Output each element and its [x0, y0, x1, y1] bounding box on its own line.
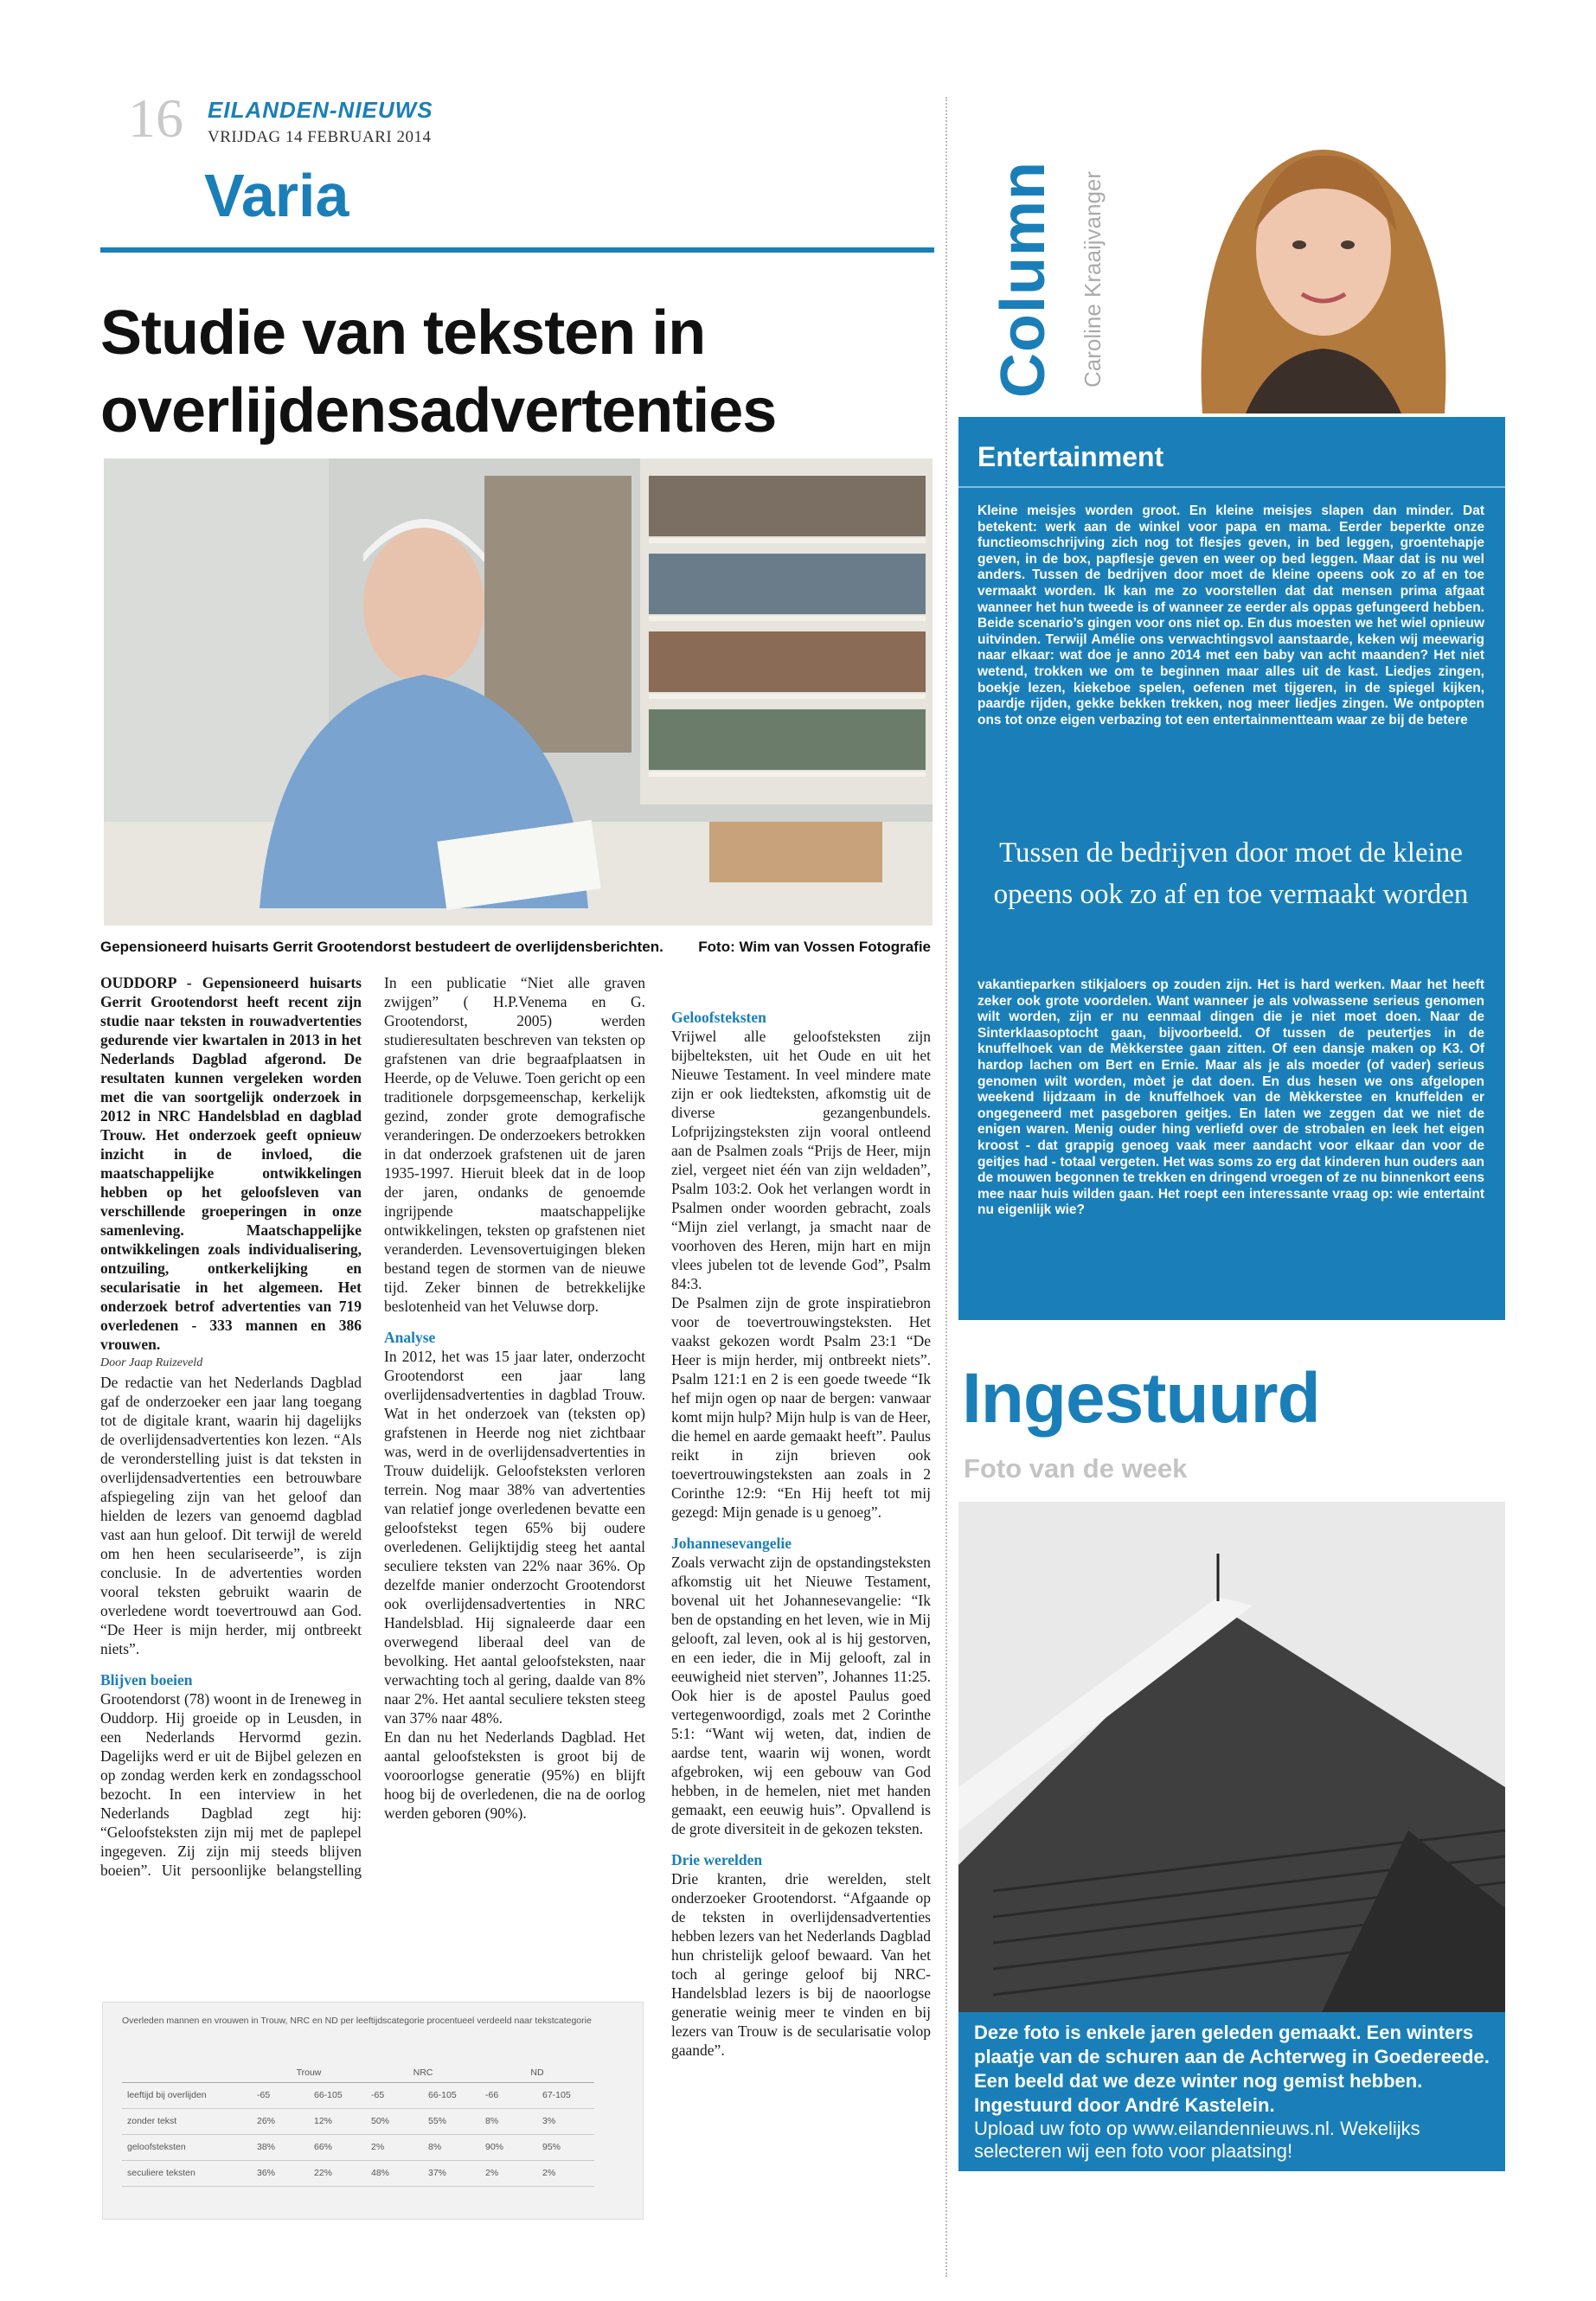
- column-text-part-1: Kleine meisjes worden groot. En kleine meisjes slapen dan minder. Dat betekent: werk aan de winkel voor papa en mama. Eerder beperkte onze functieomschrijving zich nog tot flesjes geven, in bed leggen, groentehapje geven, in de box, papflesje geven en weer op bed leggen. Maar dat is nu wel anders. Tussen de bedrijven door moet de kleine opeens ook zo af en toe vermaakt worden. Ik kan me zo voorstellen dat dat mensen prima afgaat wanneer het hun tweede is of wanneer ze eerder als oppas gefungeerd hebben. Beide scenario’s gingen voor ons niet op. En dus moesten we het wiel opnieuw uitvinden. Terwijl Amélie ons verwachtingsvol aanstaarde, keken wij meewarig naar elkaar: wat doe je anno 2014 met een baby van acht maanden? Het niet wetend, trokken we om te beginnen maar alles uit de kast. Liedjes zingen, boekje lezen, kiekeboe spelen, oefenen met tijgeren, in de spiegel kijken, paardje rijden, gekke bekken trekken, nog meer liedjes zingen. We ontpopten ons tot onze eigen verbazing tot een entertainmentteam waar ze bij de betere: [977, 503, 1484, 727]
- article-headline: [100, 294, 922, 450]
- article-column-1: [100, 973, 362, 1881]
- byline: Door Jaap Ruizeveld: [100, 1356, 203, 1369]
- main-photo: [104, 458, 933, 926]
- subheading: Johannesevangelie: [671, 1535, 792, 1552]
- table-cell: 38%: [252, 2134, 309, 2160]
- row-label: geloofsteksten: [122, 2134, 252, 2160]
- photo-caption-box: [958, 2012, 1505, 2171]
- row-label: zonder tekst: [122, 2108, 252, 2134]
- table-cell: 67-105: [537, 2082, 594, 2108]
- column-text-part-2: vakantieparken stikjaloers op zouden zijn. Het is hard werken. Maar het heeft zeker ook grote voordelen. Want wanneer je als volwassene serieus genomen wilt worden, zijn er nu eenmaal dingen die je niet moet doen. Naar de Sinterklaasoptocht gaan, bijvoorbeeld. Of tussen de peutertjes in de knuffelhoek van de Mèkkerstee gaan zitten. Of een dansje maken op K3. Of hardop lachen om Bert en Ernie. Maar als je als moeder (of vader) serieus genomen wilt worden, mòet je dat doen. En dus hesen we ons afgelopen weekend lijdzaam in de knuffelhoek van de Mèkkerstee en knuffelden er ongegeneerd met pasgeboren geitjes. En laten we zeggen dat we niet de enigen waren. Menig ouder hing verliefd over de strobalen en leek het eigen kroost - dat grappig genoeg vaak meer aandacht voor elkaar dan voor de geitjes had - totaal vergeten. Het was soms zo erg dat kinderen hun ouders aan de mouwen begonnen te trekken en dringend vroegen of ze nu binnenkort eens mee naar huis wilden gaan. Het roept een interessante vraag op: wie entertaint nu eigenlijk wie?: [977, 977, 1484, 1218]
- column-title-rule: [958, 486, 1505, 488]
- table-cell: 90%: [480, 2134, 537, 2160]
- submitted-subtitle: Foto van de week: [964, 1453, 1188, 1484]
- table-cell: 37%: [423, 2160, 480, 2186]
- masthead-logo: EILANDEN-NIEUWS: [208, 97, 433, 123]
- table-row: [122, 2108, 594, 2134]
- lead-text: - Gepensioneerd huisarts Gerrit Grootendorst heeft recent zijn studie naar teksten in rouwadvertenties gedurende vier kwartalen in 2013 in het Nederlands Dagblad afgerond. De resultaten kunnen vergeleken worden met die van soortgelijk onderzoek in 2012 in NRC Handelsblad en dagblad Trouw. Het onderzoek geeft opnieuw inzicht in de invloed, die maatschappelijke ontwikkelingen hebben op het geloofsleven van verschillende groeperingen in onze samenleving. Maatschappelijke ontwikkelingen zoals individualisering, ontzuiling, ontkerkelijking en secularisatie in het algemeen. Het onderzoek betrof advertenties van 719 overledenen - 333 mannen en 386 vrouwen.: [100, 974, 362, 1353]
- table-row: [122, 2160, 594, 2186]
- table-cell: 2%: [537, 2160, 594, 2186]
- table-cell: 8%: [480, 2108, 537, 2134]
- column-label: Column: [989, 161, 1058, 398]
- column-box: [958, 417, 1505, 1320]
- section-rule: [100, 247, 934, 253]
- page-number: 16: [128, 87, 183, 149]
- table-row: [122, 2134, 594, 2160]
- table-group-header: NRC: [366, 2063, 480, 2082]
- table-cell: 2%: [480, 2160, 537, 2186]
- photo-credit: Foto: Wim van Vossen Fotografie: [698, 939, 931, 955]
- table-cell: -65: [366, 2082, 423, 2108]
- statistics-table-box: [102, 2002, 644, 2220]
- photo-caption-text: Gepensioneerd huisarts Gerrit Grootendorst bestudeert de overlijdensberichten.: [100, 939, 663, 955]
- row-label: leeftijd bij overlijden: [122, 2082, 252, 2108]
- table-cell: 95%: [537, 2134, 594, 2160]
- table-cell: 2%: [366, 2134, 423, 2160]
- subheading: Blijven boeien: [100, 1671, 193, 1689]
- table-group-header: Trouw: [252, 2063, 366, 2082]
- table-cell: 48%: [366, 2160, 423, 2186]
- issue-date: VRIJDAG 14 FEBRUARI 2014: [208, 128, 432, 146]
- paragraph: Vrijwel alle geloofsteksten zijn bijbelteksten, uit het Oude en uit het Nieuwe Testament. In veel mindere mate zijn er ook liedteksten, afkomstig uit de diverse gezangenbundels. Lofprijzingsteksten zijn vooral ontleend aan de Psalmen zoals “Prijs de Heer, mijn ziel, vergeet niet één van zijn weldaden”, Psalm 103:2. Ook het verlangen wordt in Psalmen onder woorden gebracht, zoals “Mijn ziel verlangt, ja smacht naar de voorhoven des Heren, mijn hart en mijn vlees jubelen tot de levende God”, Psalm 84:3.: [671, 1028, 931, 1292]
- table-row: [122, 2082, 594, 2108]
- table-group-header: ND: [480, 2063, 594, 2082]
- column-divider: [945, 97, 947, 2277]
- barn-photo: [958, 1502, 1505, 2012]
- pull-quote: Tussen de bedrijven door moet de kleine opeens ook zo af en toe vermaakt worden: [993, 837, 1469, 910]
- table-cell: 55%: [423, 2108, 480, 2134]
- column-title: Entertainment: [977, 441, 1164, 472]
- paragraph: In 2012, het was 15 jaar later, onderzocht Grootendorst een jaar lang overlijdensadvertenties in dagblad Trouw. Wat in het onderzoek van (teksten op) grafstenen in Heerde nog niet zichtbaar was, werd in de overlijdensadvertenties in Trouw duidelijk. Geloofsteksten verloren terrein. Nog maar 38% van advertenties van relatief jonge overledenen bevatte een geloofstekst tegen 65% bij oudere overledenen. Gelijktijdig steeg het aantal seculiere teksten van 22% naar 36%. Op dezelfde manier onderzocht Grootendorst ook overlijdensadvertenties in NRC Handelsblad. Hij signaleerde daar een overwegend liberaal deel van de bevolking. Het aantal geloofsteksten, naar verwachting toch al gering, daalde van 8% naar 2%. Het aantal seculiere teksten steeg van 37% naar 48%.: [384, 1348, 645, 1727]
- subheading: Drie werelden: [671, 1851, 763, 1868]
- article-lead: [100, 973, 362, 1354]
- table-cell: 8%: [423, 2134, 480, 2160]
- paragraph: Drie kranten, drie werelden, stelt onderzoeker Grootendorst. “Afgaande op de teksten in overlijdensadvertenties hebben lezers van het Nederlands Dagblad hun christelijk geloof bewaard. Van het toch al geringe geloof bij NRC-Handelsblad lezers is bij de naoorlogse generatie weinig meer te vinden en bij lezers van Trouw is de secularisatie volop gaande”.: [671, 1870, 931, 2059]
- table-cell: 36%: [252, 2160, 309, 2186]
- column-author: Caroline Kraaijvanger: [1080, 170, 1106, 388]
- paragraph: En dan nu het Nederlands Dagblad. Het aantal geloofsteksten is groot bij de vooroorlogse generatie (95%) en blijft hoog bij de overledenen, die na de oorlog werden geboren (90%).: [384, 1728, 645, 1822]
- row-label: seculiere teksten: [122, 2160, 252, 2186]
- table-cell: 3%: [537, 2108, 594, 2134]
- subheading: Geloofsteksten: [671, 1009, 766, 1026]
- submitted-title: Ingestuurd: [962, 1359, 1320, 1438]
- article-column-2: [384, 973, 645, 1823]
- table-cell: 50%: [366, 2108, 423, 2134]
- upload-notice: Upload uw foto op www.eilandennieuws.nl. Wekelijks selecteren wij een foto voor plaatsing!: [974, 2118, 1420, 2162]
- headline-line-1: Studie van teksten in: [100, 298, 706, 368]
- table-title: Overleden mannen en vrouwen in Trouw, NRC en ND per leeftijdscategorie procentueel verdeeld naar tekstcategorie: [122, 2016, 592, 2026]
- paragraph: De redactie van het Nederlands Dagblad gaf de onderzoeker een jaar lang toegang tot de digitale krant, waarin hij dagelijks de overlijdensadvertenties kon lezen. “Als de veronderstelling juist is dat teksten in overlijdensadvertenties een betrouwbare afspiegeling zijn van het geloof dan hielden de lezers van genoemd dagblad vast aan hun geloof. Dit terwijl de wereld om hen heen seculariseerde”, is zijn conclusie. In de advertenties worden vooral teksten gebruikt waarin de overledene wordt toevertrouwd aan God. “De Heer is mijn herder, mij ontbreekt niets”.: [100, 1374, 362, 1657]
- author-portrait: [1151, 102, 1497, 413]
- headline-line-2: overlijdensadvertenties: [100, 376, 777, 445]
- table-cell: 66%: [309, 2134, 366, 2160]
- subheading: Analyse: [384, 1329, 436, 1346]
- paragraph: Grootendorst (78) woont in de Ireneweg in Ouddorp. Hij groeide op in Leusden, in een Nederlands Hervormd gezin. Dagelijks werd er uit de Bijbel gelezen en op zondag werden kerk en zondagsschool bezocht. In een interview in het Nederlands Dagblad zegt hij: “Geloofsteksten zijn mij met de paplepel ingegeven. Zij zijn mij steeds blijven boeien”. Uit persoonlijke belangstelling: [100, 1690, 362, 1879]
- paragraph: De Psalmen zijn de grote inspiratiebron voor de toevertrouwingsteksten. Het vaakst gekozen wordt Psalm 23:1 “De Heer is mijn herder, mij ontbreekt niets”. Psalm 121:1 en 2 is een goede tweede “Ik hef mijn ogen op naar de bergen: vanwaar komt mijn hulp? Mijn hulp is van de Heer, die hemel en aarde gemaakt heeft”. Paulus reikt in zijn brieven ook toevertrouwingsteksten aan zoals in 2 Corinthe 12:9: “En Hij heeft tot mij gezegd: Mijn genade is u genoeg”.: [671, 1294, 931, 1521]
- statistics-table: [122, 2063, 594, 2187]
- table-cell: 66-105: [309, 2082, 366, 2108]
- dateline: OUDDORP: [100, 974, 176, 991]
- paragraph: Zoals verwacht zijn de opstandingsteksten afkomstig uit het Nieuwe Testament, bovenal uit het Johannesevangelie: “Ik ben de opstanding en het leven, wie in Mij gelooft, zal leven, ook al is hij gestorven, en een ieder, die in Mij gelooft, zal in eeuwigheid niet sterven”, Johannes 11:25. Ook hier is de apostel Paulus goed vertegenwoordigd, zoals met 2 Corinthe 5:1: “Want wij weten, dat, indien de aardse tent, waarin wij wonen, wordt afgebroken, wij een gebouw van God hebben, in de hemelen, niet met handen gemaakt, een eeuwig huis”. Opvallend is de grote diversiteit in de gekozen teksten.: [671, 1554, 931, 1837]
- barn-photo-caption: Deze foto is enkele jaren geleden gemaakt. Een winters plaatje van de schuren aan de Achterweg in Goedereede. Een beeld dat we deze winter nog gemist hebben. Ingestuurd door André Kastelein.: [974, 2022, 1490, 2116]
- table-cell: 22%: [309, 2160, 366, 2186]
- article-column-3: [671, 973, 931, 2060]
- table-cell: -65: [252, 2082, 309, 2108]
- table-cell: -66: [480, 2082, 537, 2108]
- table-cell: 26%: [252, 2108, 309, 2134]
- section-title: Varia: [204, 162, 349, 229]
- table-cell: 12%: [309, 2108, 366, 2134]
- photo-caption: [100, 939, 931, 956]
- paragraph: In een publicatie “Niet alle graven zwijgen” ( H.P.Venema en G. Grootendorst, 2005) werden studieresultaten beschreven van teksten op grafstenen van drie begraafplaatsen in Heerde, op de Veluwe. Toen gericht op een traditionele dorpsgemeenschap, kerkelijk gezind, zonder grote demografische veranderingen. De onderzoekers betrokken in dat onderzoek grafstenen uit de jaren 1935-1997. Hieruit bleek dat in de loop der jaren, ondanks de genoemde ingrijpende maatschappelijke ontwikkelingen, teksten op grafstenen niet veranderden. Levensovertuigingen bleken bestand tegen de stormen van de nieuwe tijd. Zeker binnen de betrekkelijke beslotenheid van het Veluwse dorp.: [384, 974, 645, 1315]
- table-header-empty: [122, 2063, 252, 2082]
- table-cell: 66-105: [423, 2082, 480, 2108]
